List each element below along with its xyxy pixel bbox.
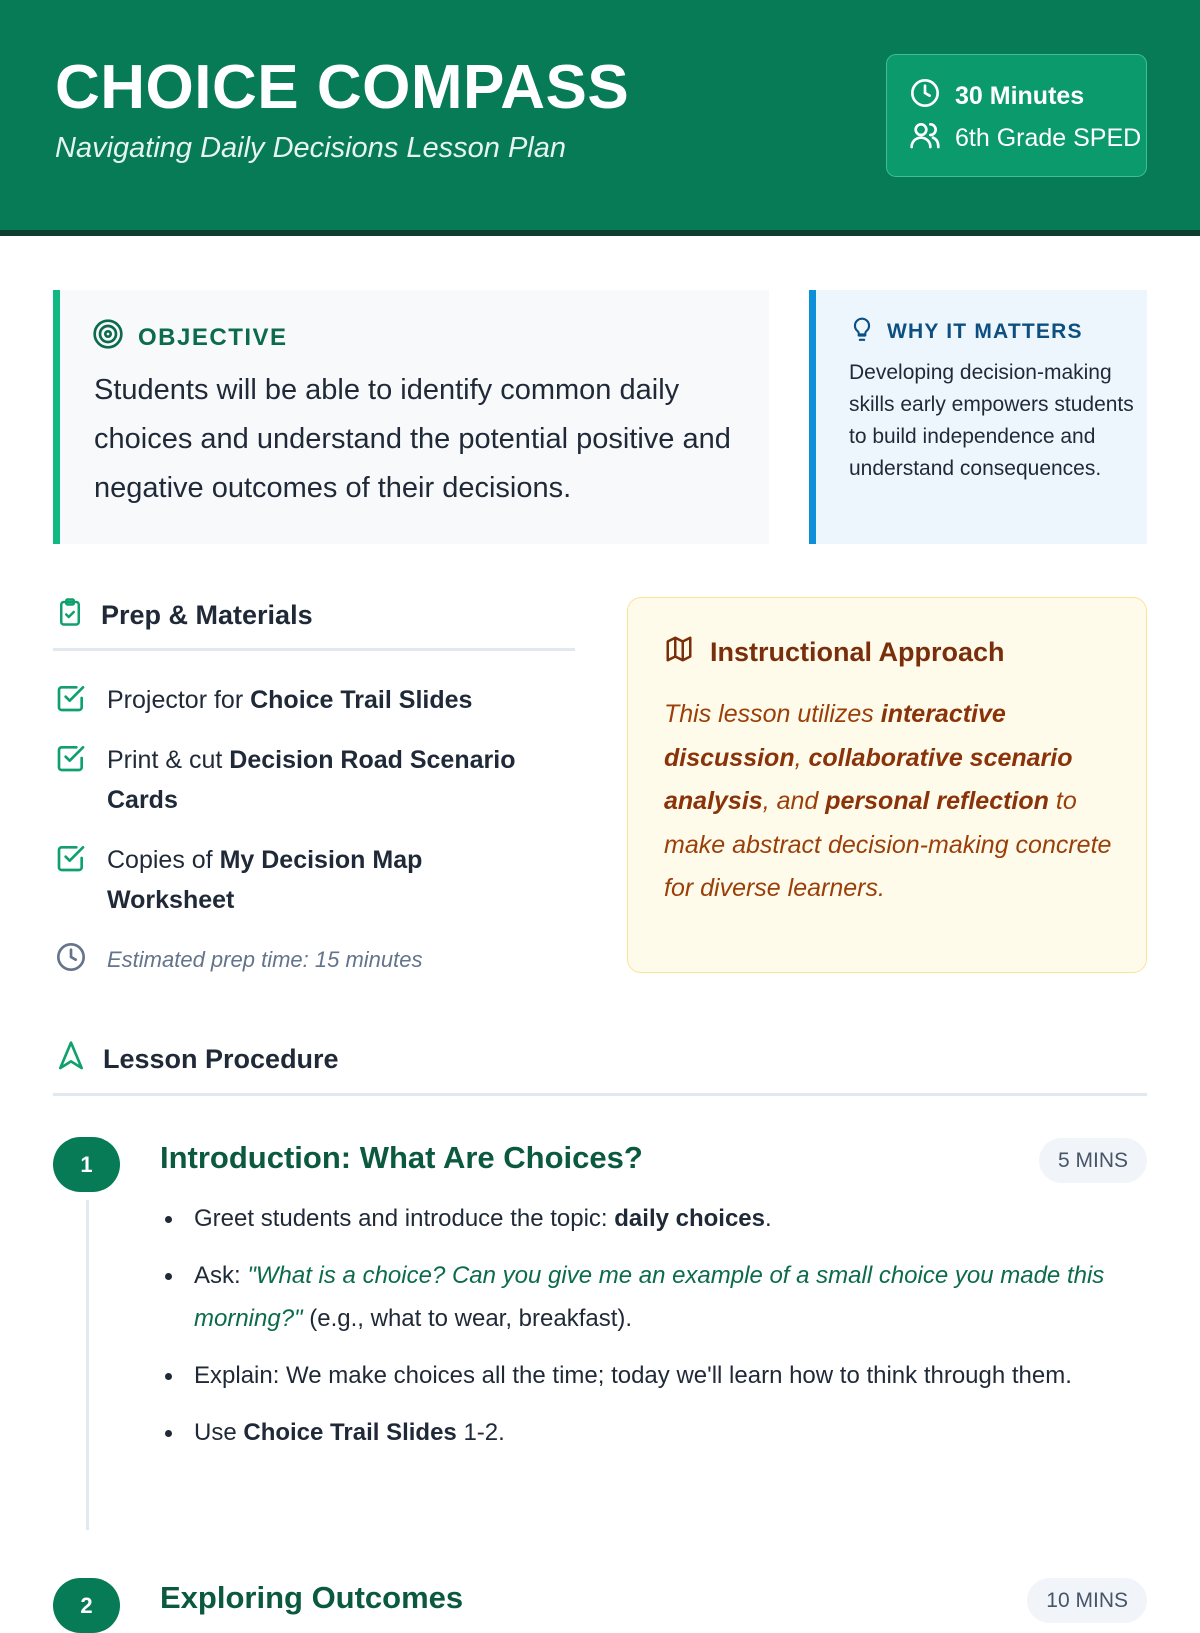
instructional-approach-card: [627, 597, 1147, 973]
page-title: CHOICE COMPASS: [55, 53, 630, 122]
list-item: Explain: We make choices all the time; today we'll learn how to think through them.: [194, 1354, 1134, 1397]
map-icon: [664, 634, 710, 671]
checkbox-checked-icon: [55, 680, 107, 726]
clock-icon: [909, 77, 955, 116]
why-text: Developing decision-making skills early empowers students to build independence and understand consequences.: [849, 361, 1134, 480]
objective-card: [53, 290, 769, 544]
prep-time: Estimated prep time: 15 minutes: [55, 941, 422, 979]
audience-label: 6th Grade SPED: [955, 124, 1142, 152]
procedure-divider: [53, 1093, 1147, 1096]
why-heading: WHY IT MATTERS: [849, 316, 1083, 348]
step-number: 1: [53, 1137, 120, 1192]
duration-row: [909, 77, 1084, 116]
navigation-arrow-icon: [55, 1040, 103, 1079]
step-bullet-list: [194, 1197, 1134, 1468]
lightbulb-icon: [849, 316, 887, 348]
material-item: Print & cut Decision Road Scenario Cards: [55, 740, 547, 820]
header: [0, 0, 1200, 236]
approach-heading: Instructional Approach: [664, 634, 1005, 671]
list-item: Ask: "What is a choice? Can you give me an example of a small choice you made this morning?" (e.g., what to wear, breakfast).: [194, 1254, 1134, 1340]
duration-label: 30 Minutes: [955, 82, 1085, 110]
step-number: 2: [53, 1578, 120, 1633]
list-item: Greet students and introduce the topic: daily choices.: [194, 1197, 1134, 1240]
clipboard-check-icon: [55, 597, 101, 634]
list-item: Use Choice Trail Slides 1-2.: [194, 1411, 1134, 1454]
step-duration-badge: 10 MINS: [1027, 1578, 1147, 1623]
why-it-matters-card: [809, 290, 1147, 544]
objective-text: Students will be able to identify common daily choices and understand the potential positive and negative outcomes of their decisions.: [94, 374, 731, 504]
clock-icon: [55, 941, 107, 979]
material-item: Projector for Choice Trail Slides: [55, 680, 547, 726]
audience-row: [909, 119, 1141, 158]
checkbox-checked-icon: [55, 840, 107, 886]
material-item: Copies of My Decision Map Worksheet: [55, 840, 547, 920]
objective-heading: OBJECTIVE: [92, 318, 288, 357]
approach-text: This lesson utilizes interactive discussion, collaborative scenario analysis, and personal reflection to make abstract decision-making concrete for diverse learners.: [664, 700, 1112, 902]
step-title: Introduction: What Are Choices?: [160, 1140, 643, 1175]
procedure-heading: Lesson Procedure: [55, 1040, 339, 1079]
users-icon: [909, 119, 955, 158]
step-duration-badge: 5 MINS: [1039, 1138, 1147, 1183]
target-icon: [92, 318, 138, 357]
prep-heading: Prep & Materials: [55, 597, 313, 634]
checkbox-checked-icon: [55, 740, 107, 786]
step-title: Exploring Outcomes: [160, 1580, 464, 1615]
step-rail: [86, 1200, 89, 1530]
prep-divider: [53, 648, 575, 651]
lesson-meta-box: [886, 54, 1147, 177]
page-subtitle: Navigating Daily Decisions Lesson Plan: [55, 132, 566, 164]
